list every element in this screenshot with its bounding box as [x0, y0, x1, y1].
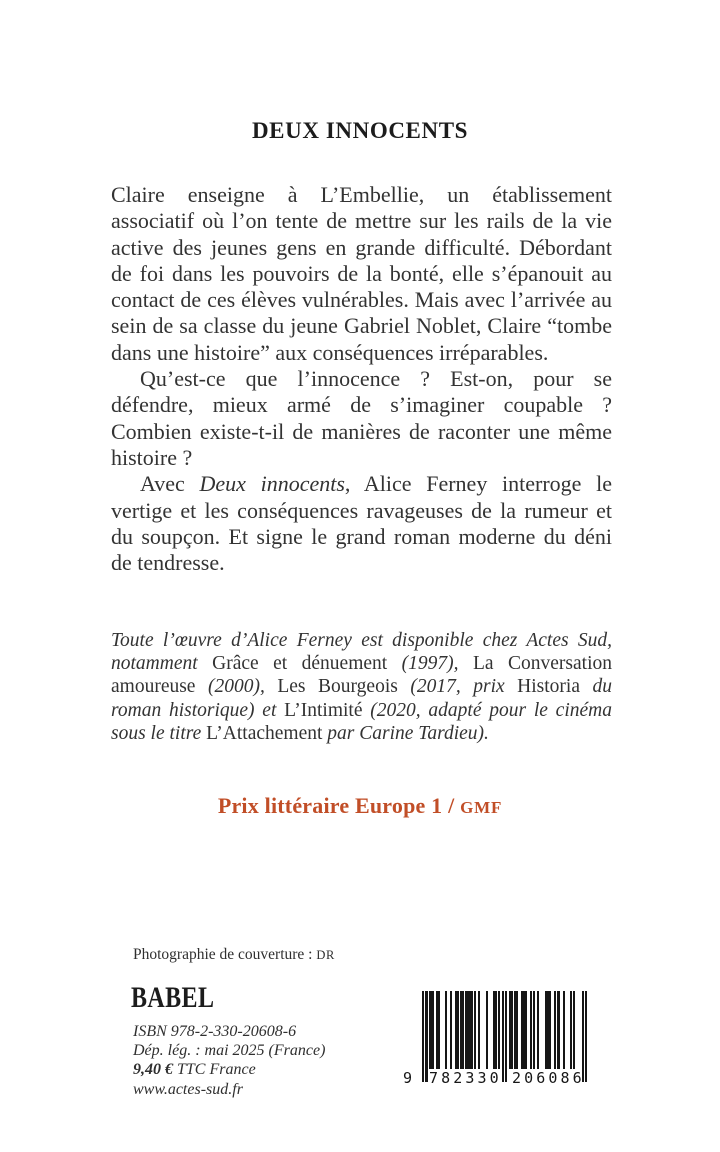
barcode-bar — [438, 991, 440, 1069]
work-title: Historia — [517, 676, 580, 698]
barcode-bar — [457, 991, 459, 1069]
cover-photo-credit — [133, 946, 335, 964]
barcode — [403, 991, 587, 1093]
barcode-bar — [530, 991, 532, 1069]
isbn-line: ISBN 978-2-330-20608-6 — [133, 1023, 297, 1040]
price-line — [133, 1060, 325, 1079]
barcode-digits-right: 206086 — [512, 1069, 585, 1087]
barcode-bar — [474, 991, 476, 1069]
price-suffix: TTC France — [173, 1061, 256, 1079]
synopsis — [111, 182, 612, 576]
barcode-bar — [432, 991, 434, 1069]
page-title: DEUX INNOCENTS — [251, 118, 469, 143]
barcode-bar — [462, 991, 464, 1069]
barcode-bar — [537, 991, 539, 1069]
legal-deposit-line: Dép. lég. : mai 2025 (France) — [133, 1042, 326, 1060]
barcode-guard-bar — [505, 991, 507, 1082]
note-text: (2017, prix — [397, 676, 518, 698]
note-text: du roman historique) et — [111, 676, 613, 721]
note-text: Toute l’œuvre d’Alice Ferney est disponible chez Actes Sud, notamment — [111, 630, 612, 675]
barcode-bar — [511, 991, 513, 1069]
work-title: La Conversation amoureuse — [111, 653, 612, 698]
barcode-bar — [498, 991, 500, 1069]
barcode-digit-outer: 9 — [403, 1069, 413, 1087]
paragraph-text: Avec — [140, 471, 200, 497]
barcode-guard-bar — [422, 991, 424, 1082]
prize-sponsor: GMF — [460, 798, 503, 817]
synopsis-paragraph-2: Qu’est-ce que l’innocence ? Est-on, pour se défendre, mieux armé de s’imaginer coupable ? Combien existe-t-il de manières de raconter une même histoire ? — [111, 366, 612, 470]
barcode-bar — [549, 991, 551, 1069]
barcode-bar — [563, 991, 565, 1069]
credit-value: DR — [316, 948, 335, 962]
colophon — [133, 1022, 325, 1099]
book-title-inline: Deux innocents — [199, 471, 345, 497]
barcode-bar — [573, 991, 575, 1069]
barcode-bar — [554, 991, 556, 1069]
barcode-bar — [557, 991, 559, 1069]
barcode-bar — [524, 991, 526, 1069]
barcode-bar — [445, 991, 447, 1069]
synopsis-paragraph-3 — [111, 471, 612, 576]
credit-label: Photographie de couverture : — [133, 946, 317, 963]
work-title: L’Attachement — [206, 722, 323, 744]
price-value: 9,40 € — [133, 1061, 173, 1079]
publisher-logo: BABEL — [131, 981, 215, 1014]
barcode-digits-left: 782330 — [429, 1069, 502, 1087]
synopsis-paragraph-1: Claire enseigne à L’Embellie, un établissement associatif où l’on tente de mettre sur les rails de la vie active des jeunes gens en grande difficulté. Débordant de foi dans les pouvoirs de la bonté, elle s’épanouit au contact de ces élèves vulnérables. Mais avec l’arrivée au sein de sa classe du jeune Gabriel Noblet, Claire “tombe dans une histoire” aux conséquences irréparables. — [111, 182, 612, 365]
barcode-bar — [471, 991, 473, 1069]
author-note — [111, 629, 612, 745]
note-text: (2020, adapté pour le cinéma sous le titre — [111, 699, 612, 744]
barcode-bar — [450, 991, 452, 1069]
work-title: Grâce et dénuement — [212, 653, 388, 675]
barcode-bar — [495, 991, 497, 1069]
work-title: L’Intimité — [284, 699, 363, 721]
paragraph-text: , Alice Ferney interroge le vertige et les conséquences ravageuses de la rumeur et du soupçon. Et signe le grand roman moderne du déni de tendresse. — [111, 471, 612, 576]
barcode-bar — [486, 991, 488, 1069]
publisher-website: www.actes-sud.fr — [133, 1080, 243, 1098]
barcode-bar — [533, 991, 535, 1069]
work-title: Les Bourgeois — [277, 676, 398, 698]
literary-prize — [0, 793, 720, 819]
barcode-bar — [570, 991, 572, 1069]
note-text: (2000), — [195, 676, 278, 698]
note-text: (1997), — [387, 653, 473, 675]
barcode-bar — [516, 991, 518, 1069]
barcode-bar — [478, 991, 480, 1069]
prize-text: Prix littéraire Europe 1 / — [217, 793, 461, 818]
note-text: par Carine Tardieu). — [322, 722, 489, 744]
barcode-guard-bar — [425, 991, 427, 1082]
